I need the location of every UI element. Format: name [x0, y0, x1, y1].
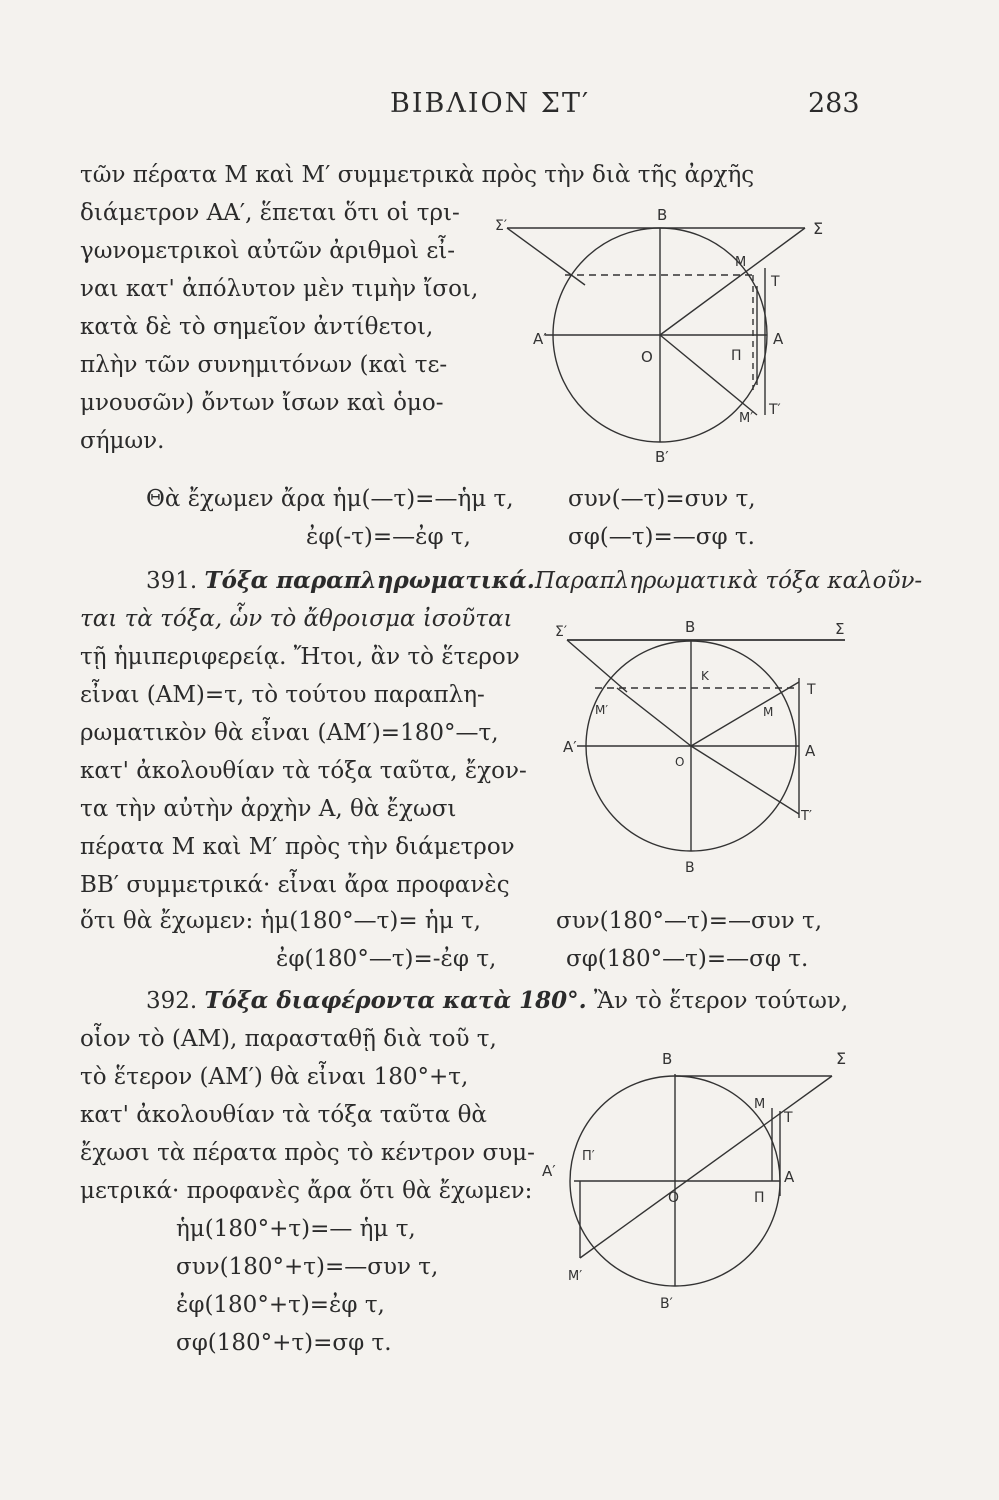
intro-line-7: μνουσῶν) ὄντων ἴσων καὶ ὁμο-: [80, 390, 444, 416]
fig2-label-a: Α: [805, 742, 816, 760]
fig2-label-sigma-right: Σ: [835, 620, 845, 638]
section-392-number: 392.: [146, 988, 198, 1014]
fig1-label-sigma-right: Σ: [813, 219, 824, 238]
intro-line-5: κατὰ δὲ τὸ σημεῖον ἀντίθετοι,: [80, 314, 434, 340]
section-392-line-5: ἔχωσι τὰ πέρατα πρὸς τὸ κέντρον συμ-: [80, 1140, 535, 1166]
fig1-label-o: Ο: [641, 348, 653, 366]
fig1-label-p: Π: [731, 348, 742, 364]
fig1-label-sigma-left: Σ′: [495, 218, 508, 234]
fig3-label-p: Π: [754, 1190, 765, 1206]
running-title: ΒΙΒΛΙΟΝ ΣΤ′: [390, 88, 591, 119]
fig3-label-m-prime: Μ′: [568, 1269, 583, 1284]
formula-cos-neg: συν(—τ)=συν τ,: [568, 486, 756, 512]
fig1-ray-to-sigma: [660, 228, 805, 335]
section-392-line-4: κατ' ἀκολουθίαν τὰ τόξα ταῦτα θὰ: [80, 1102, 487, 1128]
formula-cot-180: σφ(180°+τ)=σφ τ.: [176, 1330, 392, 1356]
section-391-line-6: κατ' ἀκολουθίαν τὰ τόξα ταῦτα, ἔχον-: [80, 758, 527, 784]
formula-sin-neg: Θὰ ἔχωμεν ἄρα ἡμ(—τ)=—ἡμ τ,: [146, 486, 514, 512]
intro-line-1: τῶν πέρατα Μ καὶ Μ′ συμμετρικὰ πρὸς τὴν διὰ τῆς ἀρχῆς: [80, 162, 755, 188]
section-391-heading: [146, 566, 922, 596]
fig2-label-a-prime: Α′: [563, 738, 577, 756]
fig1-label-b: Β: [657, 206, 668, 224]
fig3-label-a: Α: [784, 1168, 795, 1186]
formula-cos-supp: συν(180°—τ)=—συν τ,: [556, 908, 823, 934]
section-391-line-1: Παραπληρωματικὰ τόξα καλοῦν-: [534, 568, 923, 594]
section-392-heading: [146, 986, 848, 1016]
section-391-line-7: τα τὴν αὐτὴν ἀρχὴν Α, θὰ ἔχωσι: [80, 796, 457, 822]
figure-3-arcs-differing-180: [540, 1036, 860, 1312]
fig2-label-sigma-left: Σ′: [555, 624, 568, 640]
formula-cot-supp: σφ(180°—τ)=—σφ τ.: [566, 946, 809, 972]
section-392-line-3: τὸ ἕτερον (ΑΜ′) θὰ εἶναι 180°+τ,: [80, 1064, 469, 1090]
formula-cot-neg: σφ(—τ)=—σφ τ.: [568, 524, 755, 550]
section-391-line-3: τῇ ἡμιπεριφερείᾳ. Ἤτοι, ἂν τὸ ἕτερον: [80, 644, 520, 670]
formula-tan-neg: ἐφ(-τ)=—ἐφ τ,: [306, 524, 471, 550]
fig2-ray-to-mprime: [617, 688, 691, 746]
intro-line-8: σήμων.: [80, 428, 165, 454]
fig3-label-b-prime: Β′: [660, 1296, 673, 1312]
fig3-label-m: Μ: [754, 1097, 766, 1112]
intro-line-6: πλὴν τῶν συνημιτόνων (καὶ τε-: [80, 352, 448, 378]
figure-2-supplementary-arcs: [555, 618, 865, 878]
fig2-label-t: Τ: [807, 682, 816, 698]
section-391-line-2: ται τὰ τόξα, ὧν τὸ ἄθροισμα ἰσοῦται: [80, 606, 513, 632]
formula-tan-180: ἐφ(180°+τ)=ἐφ τ,: [176, 1292, 385, 1318]
formula-sin-180: ἡμ(180°+τ)=— ἡμ τ,: [176, 1216, 416, 1242]
fig3-label-t: Τ: [784, 1110, 793, 1126]
fig2-label-b-bottom: Β: [685, 860, 695, 876]
fig2-ray-to-tprime: [691, 746, 799, 814]
section-392-line-2: οἷον τὸ (ΑΜ), παρασταθῇ διὰ τοῦ τ,: [80, 1026, 497, 1052]
fig2-left-line: [567, 640, 627, 692]
fig2-label-b: Β: [685, 618, 696, 636]
intro-line-2: διάμετρον ΑΑ′, ἕπεται ὅτι οἱ τρι-: [80, 200, 460, 226]
intro-line-3: γωνομετρικοὶ αὐτῶν ἀριθμοὶ εἶ-: [80, 238, 456, 264]
fig1-label-b-prime: Β′: [655, 448, 669, 466]
section-391-line-8: πέρατα Μ καὶ Μ′ πρὸς τὴν διάμετρον: [80, 834, 515, 860]
page-number: 283: [808, 88, 860, 119]
fig2-label-m: Μ: [763, 705, 774, 719]
fig2-ray-to-t: [691, 682, 799, 746]
section-391-number: 391.: [146, 568, 198, 594]
fig3-label-sigma: Σ: [836, 1049, 847, 1068]
figure-1-negative-arcs: [495, 200, 835, 470]
fig3-label-o: Ο: [668, 1190, 680, 1206]
fig3-label-a-prime: Α′: [542, 1162, 556, 1180]
fig1-label-a: Α: [773, 330, 784, 348]
section-391-line-9: ΒΒ′ συμμετρικά· εἶναι ἄρα προφανὲς: [80, 872, 510, 898]
section-392-title: Τόξα διαφέροντα κατὰ 180°.: [204, 987, 587, 1014]
fig1-label-t-prime: Τ′: [769, 402, 781, 418]
fig3-diameter-m-mprime: [580, 1076, 832, 1258]
section-392-line-1: Ἂν τὸ ἕτερον τούτων,: [594, 988, 849, 1014]
formula-sin-supp: ὅτι θὰ ἔχωμεν: ἡμ(180°—τ)= ἡμ τ,: [80, 908, 481, 934]
fig2-label-t-prime: Τ′: [801, 809, 812, 824]
fig2-label-o: Ο: [675, 755, 685, 769]
fig3-label-p-prime: Π′: [582, 1149, 595, 1164]
section-392-line-6: μετρικά· προφανὲς ἄρα ὅτι θὰ ἔχωμεν:: [80, 1178, 533, 1204]
intro-line-4: ναι κατ' ἀπόλυτον μὲν τιμὴν ἴσοι,: [80, 276, 479, 302]
formula-tan-supp: ἐφ(180°—τ)=-ἐφ τ,: [276, 946, 497, 972]
fig1-secant-left: [507, 228, 585, 285]
section-391-line-5: ρωματικὸν θὰ εἶναι (ΑΜ′)=180°—τ,: [80, 720, 499, 746]
fig2-label-k: Κ: [701, 669, 709, 683]
section-391-line-4: εἶναι (ΑΜ)=τ, τὸ τούτου παραπλη-: [80, 682, 485, 708]
fig1-label-m-prime: Μ′: [739, 411, 754, 426]
section-391-title: Τόξα παραπληρωματικά.: [204, 567, 535, 594]
page-header: [0, 88, 999, 128]
fig1-label-t: Τ: [771, 274, 780, 290]
fig3-label-b: Β: [662, 1050, 673, 1068]
fig2-label-m-prime: Μ′: [595, 703, 609, 717]
formula-cos-180: συν(180°+τ)=—συν τ,: [176, 1254, 439, 1280]
fig1-ray-to-mprime: [660, 335, 757, 415]
fig1-label-a-prime: Α′: [533, 330, 547, 348]
fig1-label-m: Μ: [735, 255, 747, 270]
